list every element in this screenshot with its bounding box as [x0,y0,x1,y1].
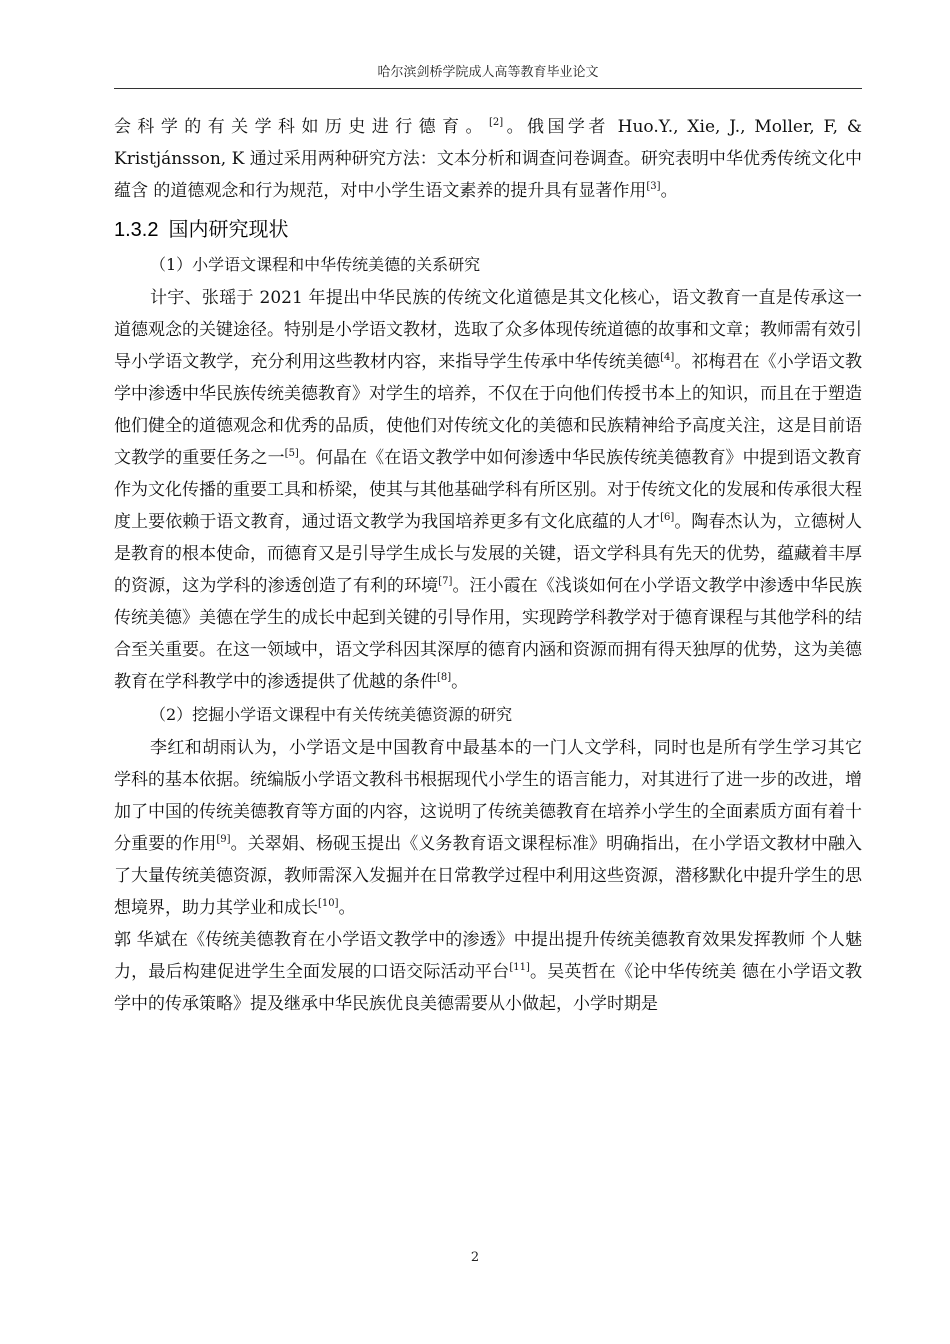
citation-4[interactable]: [4] [660,352,675,363]
paragraph-text: 。陶春杰认为，立德树人是教育的根本使命，而德育又是引导学生成长与发展的关键，语文学科具有先天的优势，蕴藏着丰厚的资源，这为学科的渗透创造了有利的环境 [114,512,863,596]
citation-10[interactable]: [10] [318,898,339,909]
paragraph-closing [114,924,862,1020]
section-title: 国内研究现状 [168,217,289,241]
subheading-2: （2）挖掘小学语文课程中有关传统美德资源的研究 [150,705,513,724]
subheading-1: （1）小学语文课程和中华传统美德的关系研究 [150,255,481,274]
citation-2[interactable]: [2] [488,117,504,128]
citation-7[interactable]: [7] [438,576,453,587]
paragraph-text: 计宇、张瑶于 2021 年提出中华民族的传统文化道德是其文化核心，语文教育一直是传承这一道德观念的关键途径。特别是小学语文教材，选取了众多体现传统道德的故事和文章；教师需有效引导小学语文教学，充分利用这些教材内容，来指导学生传承中华传统美德 [114,288,862,372]
paragraph-text: 。汪小霞在《浅谈如何在小学语文教学中渗透中华民族传统美德》美德在学生的成长中起到关键的引导作用，实现跨学科教学对于德育课程与其他学科的结合至关重要。在这一领域中，语文学科因其深厚的德育内涵和资源而拥有得天独厚的优势，这为美德教育在学科教学中的渗透提供了优越的条件 [114,576,862,692]
citation-9[interactable]: [9] [216,834,231,845]
section-heading [114,211,862,248]
paragraph-text: 。 [660,181,678,201]
paragraph-relationship-research [114,282,862,698]
paragraph-text: 李红和胡雨认为，小学语文是中国教育中最基本的一门人文学科，同时也是所有学生学习其它学科的基本依据。统编版小学语文教科书根据现代小学生的语言能力，对其进行了进一步的改进，增加了中国的传统美德教育等方面的内容，这说明了传统美德教育在培养小学生的全面素质方面有着十分重要的作用 [114,738,862,854]
paragraph-text: 会科学的有关学科如历史进行德育。 [114,117,489,137]
paragraph-text: 。何晶在《在语文教学中如何渗透中华民族传统美德教育》中提到语文教育作为文化传播的重要工具和桥梁，使其与其他基础学科有所区别。对于传统文化的发展和传承很大程度上要依赖于语文教育，通过语文教学为我国培养更多有文化底蕴的人才 [114,448,863,532]
paragraph-intro-continuation [114,111,862,207]
citation-5[interactable]: [5] [284,448,299,459]
citation-3[interactable]: [3] [646,181,661,192]
paragraph-text: 。 [451,672,469,692]
document-body [114,111,862,1020]
page-number: 2 [470,1250,480,1265]
paragraph-resource-research [114,732,862,924]
header-divider [114,88,862,89]
paragraph-text: 。祁梅君在《小学语文教学中渗透中华民族传统美德教育》对学生的培养，不仅在于向他们传授书本上的知识，而且在于塑造他们健全的道德观念和优秀的品质，使他们对传统文化的美德和民族精神给予高度关注，这是目前语文教学的重要任务之一 [114,352,863,468]
paragraph-text: 郭 华斌在《传统美德教育在小学语文教学中的渗透》中提出提升传统美德教育效果发挥教师 个人魅力，最后构建促进学生全面发展的口语交际活动平台 [114,930,862,982]
citation-11[interactable]: [11] [509,962,530,973]
paragraph-text: 。关翠娟、杨砚玉提出《义务教育语文课程标准》明确指出，在小学语文教材中融入了大量传统美德资源，教师需深入发掘并在日常教学过程中利用这些资源，潜移默化中提升学生的思想境界，助力其学业和成长 [114,834,863,918]
paragraph-text: 。俄国学者 Huo.Y., Xie, J., Moller, F, & Kristjánsson, K 通过采用两种研究方法：文本分析和调查问卷调查。研究表明中华优秀传统文化中蕴含 的道德观念和行为规范，对中小学生语文素养的提升具有显著作用 [114,117,862,201]
section-number: 1.3.2 [114,219,159,241]
paragraph-text: 。吴英哲在《论中华传统美 德在小学语文教学中的传承策略》提及继承中华民族优良美德需要从小做起，小学时期是 [114,962,862,1014]
citation-8[interactable]: [8] [437,672,452,683]
page-header: 哈尔滨剑桥学院成人高等教育毕业论文 [377,65,599,80]
paragraph-text: 。 [338,898,356,918]
citation-6[interactable]: [6] [660,512,675,523]
